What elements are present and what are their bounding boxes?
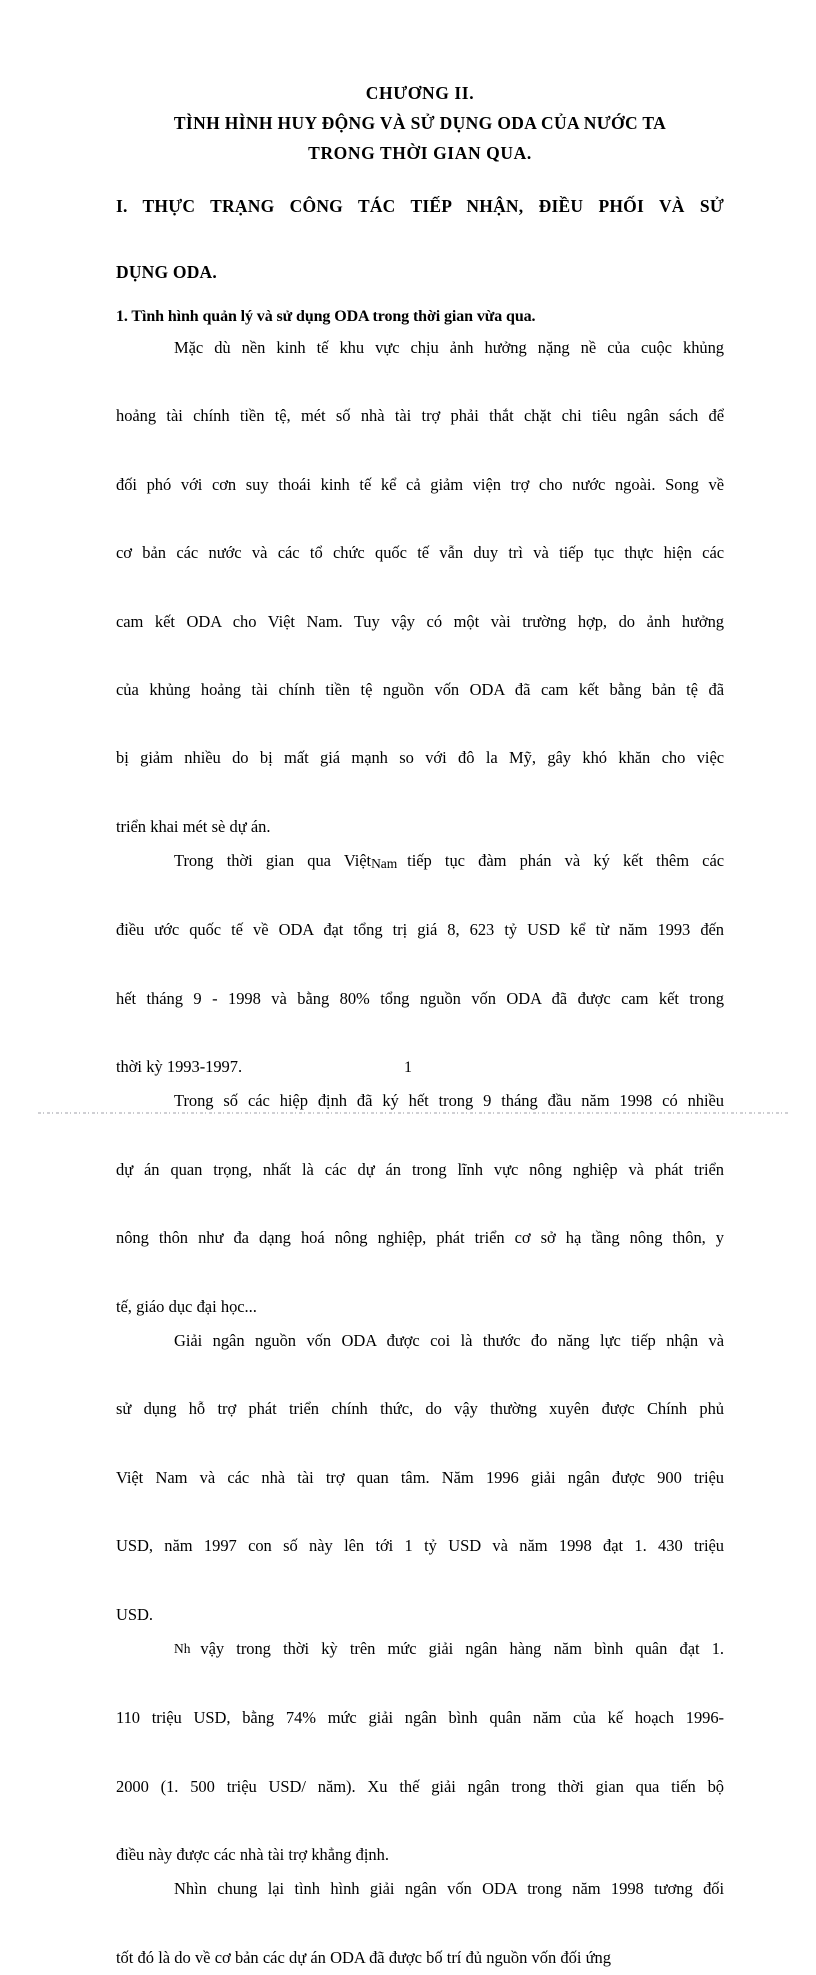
chapter-title-line-1: CHƯƠNG II. (365, 83, 475, 103)
paragraph-2-ocr-small-word: Nam (371, 856, 398, 872)
paragraph-5-line-4: điều này được các nhà tài trợ khẳng định. (116, 1844, 389, 1864)
paragraph-1-line-8: triển khai mét sè dự án. (116, 816, 271, 836)
paragraph-3 (116, 1084, 724, 1323)
paragraph-3-line-3: nông thôn như đa dạng hoá nông nghiệp, phát triển cơ sở hạ tầng nông thôn, y (116, 1228, 724, 1248)
paragraph-3-line-4: tế, giáo dục đại học... (116, 1296, 257, 1316)
paragraph-1-line-2: hoảng tài chính tiền tệ, mét số nhà tài trợ phải thắt chặt chi tiêu ngân sách để (116, 406, 724, 426)
paragraph-2-line-1-text-b: tiếp tục đàm phán và ký kết thêm các (407, 851, 725, 871)
paragraph-1-line-3: đối phó với cơn suy thoái kinh tế kể cả giảm viện trợ cho nước ngoài. Song về (116, 474, 724, 494)
paragraph-1-line-5: cam kết ODA cho Việt Nam. Tuy vậy có một vài trường hợp, do ảnh hưởng (116, 611, 724, 631)
paragraph-2-line-3: hết tháng 9 - 1998 và bằng 80% tổng nguồn vốn ODA đã được cam kết trong (116, 988, 724, 1008)
paragraph-6-line-1-text: Nhìn chung lại tình hình giải ngân vốn ODA trong năm 1998 tương đối (174, 1879, 724, 1899)
page-number: 1 (404, 1059, 412, 1076)
chapter-title-line-3: TRONG THỜI GIAN QUA. (308, 143, 532, 163)
paragraph-4-line-2: sử dụng hỗ trợ phát triển chính thức, do vậy thường xuyên được Chính phủ (116, 1399, 724, 1419)
paragraph-5-ocr-small-word: Nh (174, 1640, 191, 1656)
paragraph-5-line-3: 2000 (1. 500 triệu USD/ năm). Xu thế giải ngân trong thời gian qua tiến bộ (116, 1776, 724, 1796)
paragraph-1 (116, 331, 724, 844)
section-heading-1-line-2: DỤNG ODA. (116, 262, 217, 282)
scan-artifact-line (38, 1112, 788, 1114)
paragraph-1-line-6: của khủng hoảng tài chính tiền tệ nguồn vốn ODA đã cam kết bằng bản tệ đã (116, 680, 724, 700)
section-heading-1-line-1: I. THỰC TRẠNG CÔNG TÁC TIẾP NHẬN, ĐIỀU PHỐI VÀ SỬ (116, 196, 724, 216)
chapter-title-line-2: TÌNH HÌNH HUY ĐỘNG VÀ SỬ DỤNG ODA CỦA NƯỚC TA (173, 113, 667, 133)
paragraph-6-line-2: tốt đó là do về cơ bản các dự án ODA đã được bố trí đủ nguồn vốn đối ứng (116, 1947, 611, 1967)
paragraph-5-line-2: 110 triệu USD, bằng 74% mức giải ngân bình quân năm của kế hoạch 1996- (116, 1708, 724, 1728)
paragraph-3-line-1 (116, 1084, 724, 1152)
paragraph-5-line-1-text: vậy trong thời kỳ trên mức giải ngân hàng năm bình quân đạt 1. (200, 1638, 724, 1658)
paragraph-4-line-5: USD. (116, 1604, 153, 1624)
paragraph-4-line-1 (116, 1324, 724, 1392)
paragraph-1-line-1-text: Mặc dù nền kinh tế khu vực chịu ảnh hưởng nặng nề của cuộc khủng (174, 338, 724, 357)
chapter-title-block (116, 78, 724, 168)
paragraph-2-line-4: thời kỳ 1993-1997. (116, 1057, 243, 1077)
paragraph-3-line-1-text: Trong số các hiệp định đã ký hết trong 9 tháng đầu năm 1998 có nhiều (174, 1091, 724, 1111)
paragraph-6 (116, 1872, 724, 1975)
page-content (116, 0, 724, 1975)
paragraph-4-line-4: USD, năm 1997 con số này lên tới 1 tỷ USD và năm 1998 đạt 1. 430 triệu (116, 1536, 724, 1556)
paragraph-2-line-1 (116, 844, 724, 913)
paragraph-5-line-1 (116, 1632, 724, 1701)
paragraph-4-line-3: Việt Nam và các nhà tài trợ quan tâm. Năm 1996 giải ngân được 900 triệu (116, 1467, 724, 1487)
paragraph-4-line-1-text: Giải ngân nguồn vốn ODA được coi là thước đo năng lực tiếp nhận và (174, 1330, 724, 1350)
paragraph-3-line-2: dự án quan trọng, nhất là các dự án trong lĩnh vực nông nghiệp và phát triển (116, 1159, 724, 1179)
paragraph-1-line-4: cơ bản các nước và các tổ chức quốc tế vẫn duy trì và tiếp tục thực hiện các (116, 543, 724, 563)
paragraph-2 (116, 844, 724, 1084)
section-heading-1 (116, 190, 724, 289)
paragraph-4 (116, 1324, 724, 1632)
paragraph-1-line-1 (116, 331, 724, 399)
paragraph-2-line-1-text-a: Trong thời gian qua Việt (174, 851, 372, 871)
paragraph-6-line-1 (116, 1872, 724, 1940)
paragraph-2-line-2: điều ước quốc tế về ODA đạt tổng trị giá 8, 623 tỷ USD kể từ năm 1993 đến (116, 920, 724, 940)
paragraph-1-line-7: bị giảm nhiều do bị mất giá mạnh so với đô la Mỹ, gây khó khăn cho việc (116, 748, 724, 768)
subsection-heading-1: 1. Tình hình quản lý và sử dụng ODA trong thời gian vừa qua. (116, 308, 536, 325)
paragraph-5 (116, 1632, 724, 1872)
